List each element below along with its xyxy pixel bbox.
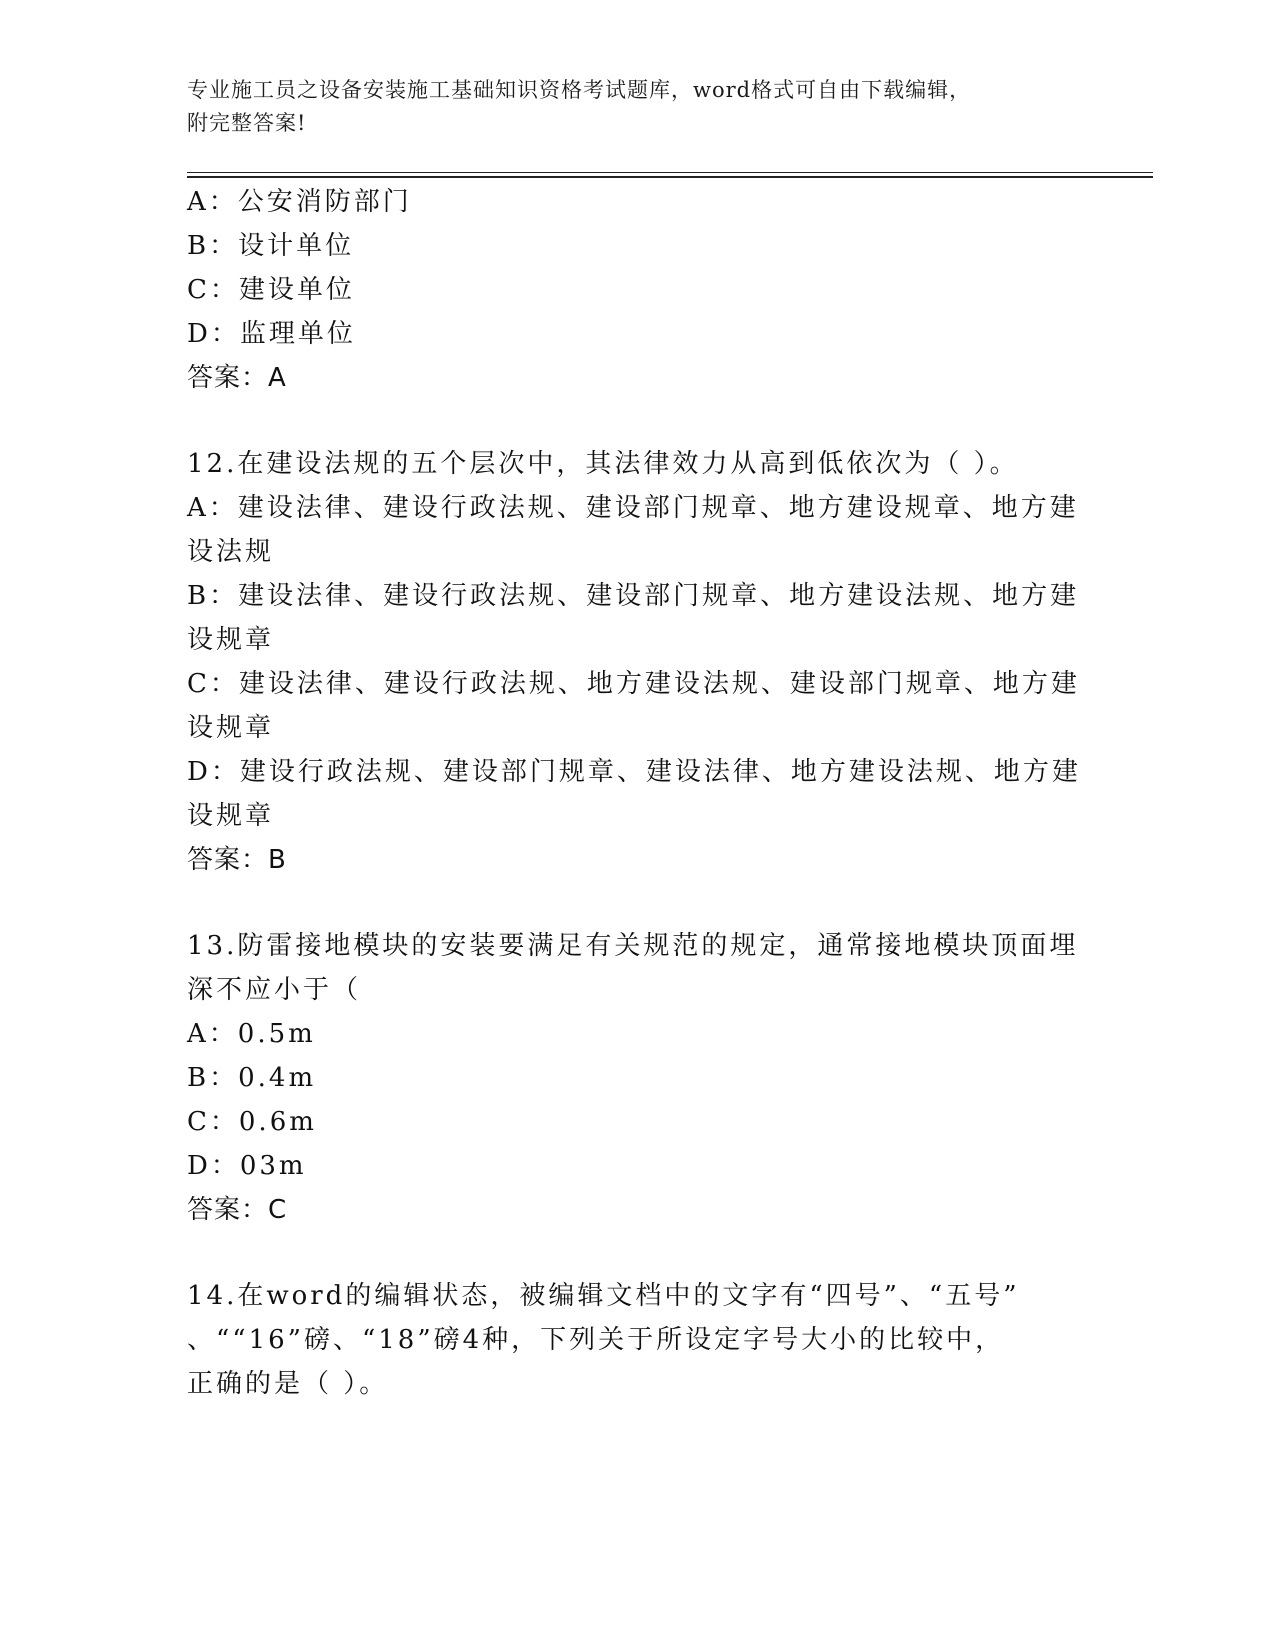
q13-option-d: D：03m bbox=[187, 1151, 307, 1181]
q12-answer: 答案：B bbox=[187, 845, 287, 875]
q12-option-b-line1: B：建设法律、建设行政法规、建设部门规章、地方建设法规、地方建 bbox=[187, 581, 1080, 611]
header-line-1: 专业施工员之设备安装施工基础知识资格考试题库，word格式可自由下载编辑， bbox=[187, 78, 972, 102]
q11-option-d: D：监理单位 bbox=[187, 319, 356, 349]
q12-option-c-line2: 设规章 bbox=[187, 713, 275, 743]
q11-answer: 答案：A bbox=[187, 363, 287, 393]
document-header bbox=[187, 74, 1067, 140]
header-divider-thick bbox=[187, 176, 1153, 178]
q12-option-d-line2: 设规章 bbox=[187, 801, 275, 831]
q14-stem-line2: 、““16”磅、“18”磅4种，下列关于所设定字号大小的比较中， bbox=[187, 1325, 1005, 1355]
q11-option-b: B：设计单位 bbox=[187, 231, 355, 261]
q12-option-b-line2: 设规章 bbox=[187, 625, 275, 655]
q12-option-a-line1: A：建设法律、建设行政法规、建设部门规章、地方建设规章、地方建 bbox=[187, 493, 1079, 523]
q13-stem-line2: 深不应小于（ bbox=[187, 975, 362, 1005]
q11-option-c: C：建设单位 bbox=[187, 275, 355, 305]
q12-option-a-line2: 设法规 bbox=[187, 537, 275, 567]
header-line-2: 附完整答案! bbox=[187, 111, 307, 135]
q13-option-b: B：0.4m bbox=[187, 1063, 317, 1093]
q12-option-c-line1: C：建设法律、建设行政法规、地方建设法规、建设部门规章、地方建 bbox=[187, 669, 1080, 699]
q12-stem: 12.在建设法规的五个层次中，其法律效力从高到低依次为（ ）。 bbox=[187, 449, 1019, 479]
q11-option-a: A：公安消防部门 bbox=[187, 187, 412, 217]
q13-option-c: C：0.6m bbox=[187, 1107, 317, 1137]
header-divider-thin bbox=[187, 172, 1153, 173]
q14-stem-line3: 正确的是（ ）。 bbox=[187, 1369, 389, 1399]
q12-option-d-line1: D：建设行政法规、建设部门规章、建设法律、地方建设法规、地方建 bbox=[187, 757, 1081, 787]
q13-option-a: A：0.5m bbox=[187, 1019, 316, 1049]
q13-stem-line1: 13.防雷接地模块的安装要满足有关规范的规定，通常接地模块顶面埋 bbox=[187, 931, 1079, 961]
q14-stem-line1: 14.在word的编辑状态，被编辑文档中的文字有“四号”、“五号” bbox=[187, 1281, 1020, 1311]
q13-answer: 答案：C bbox=[187, 1195, 288, 1225]
